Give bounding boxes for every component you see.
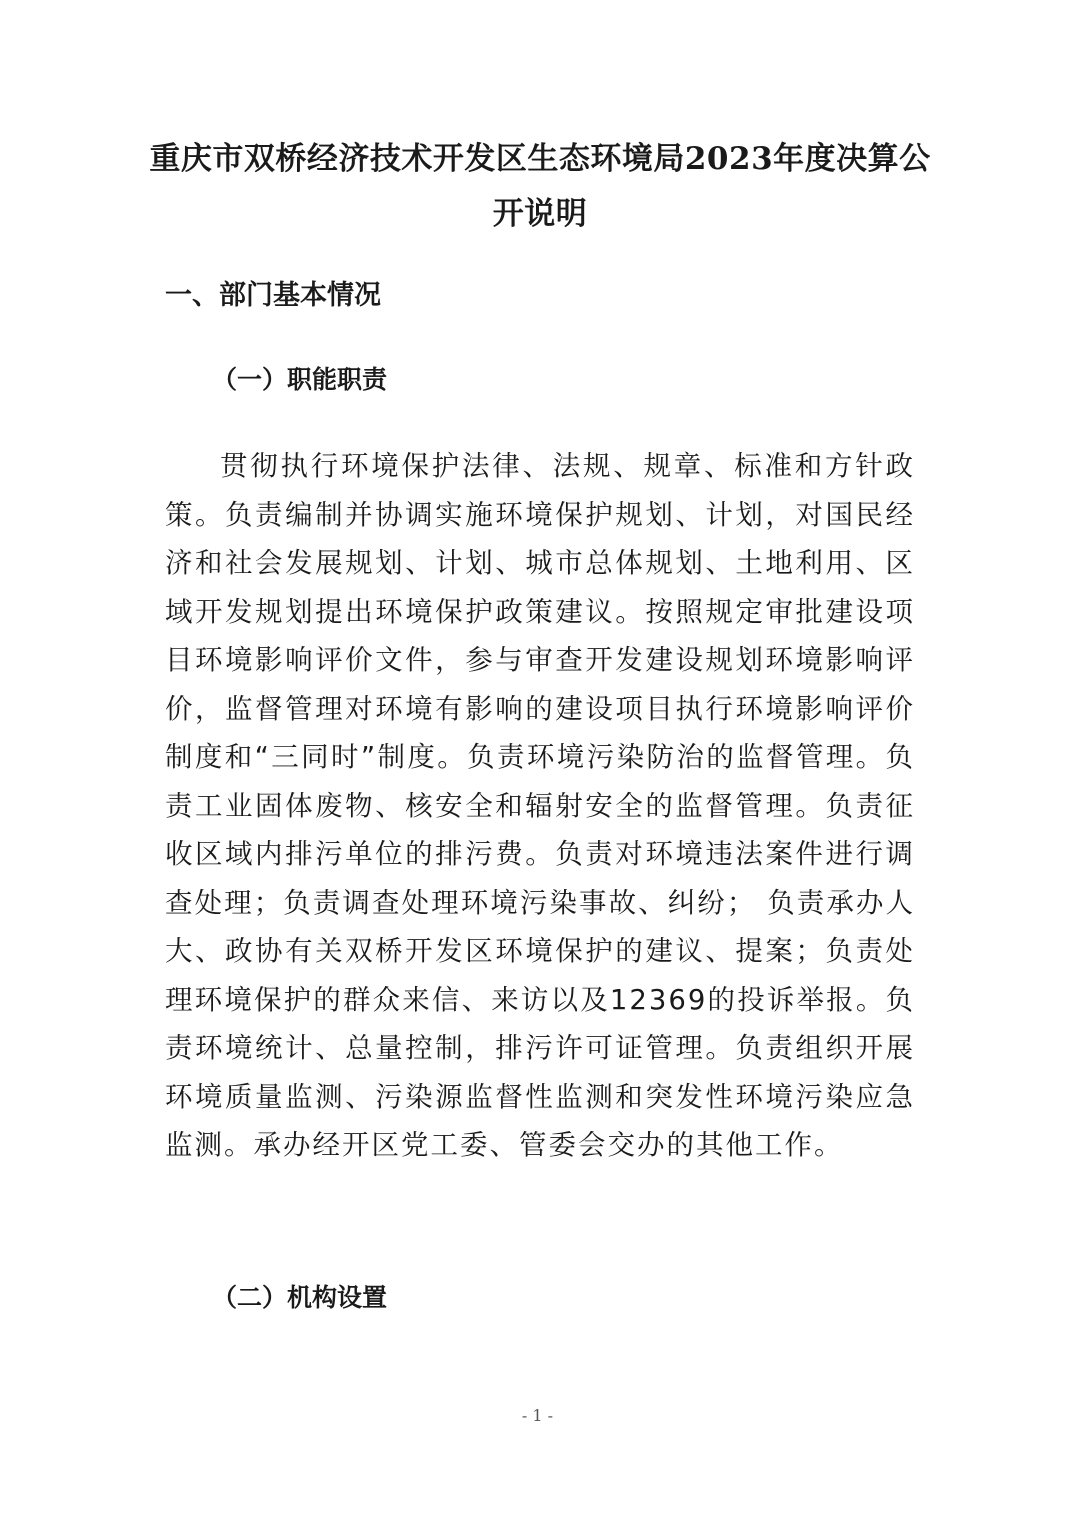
section-heading-basic-info: 一、部门基本情况 (165, 280, 381, 311)
duties-paragraph: 贯彻执行环境保护法律、法规、规章、标准和方针政策。负责编制并协调实施环境保护规划、计划，对国民经济和社会发展规划、计划、城市总体规划、土地利用、区域开发规划提出环境保护政策建议。按照规定审批建设项目环境影响评价文件，参与审查开发建设规划环境影响评价，监督管理对环境有影响的建设项目执行环境影响评价制度和“三同时”制度。负责环境污染防治的监督管理。负责工业固体废物、核安全和辐射安全的监督管理。负责征收区域内排污单位的排污费。负责对环境违法案件进行调查处理；负责调查处理环境污染事故、纠纷； 负责承办人大、政协有关双桥开发区环境保护的建议、提案；负责处理环境保护的群众来信、来访以及12369的投诉举报。负责环境统计、总量控制，排污许可证管理。负责组织开展环境质量监测、污染源监督性监测和突发性环境污染应急监测。承办经开区党工委、管委会交办的其他工作。 (165, 450, 915, 1161)
document-title: 重庆市双桥经济技术开发区生态环境局2023年度决算公开说明 (149, 141, 931, 232)
subsection-heading-organization: （二）机构设置 (212, 1283, 388, 1312)
subsection-heading-duties: （一）职能职责 (212, 365, 388, 394)
page-number: - 1 - (521, 1406, 554, 1425)
